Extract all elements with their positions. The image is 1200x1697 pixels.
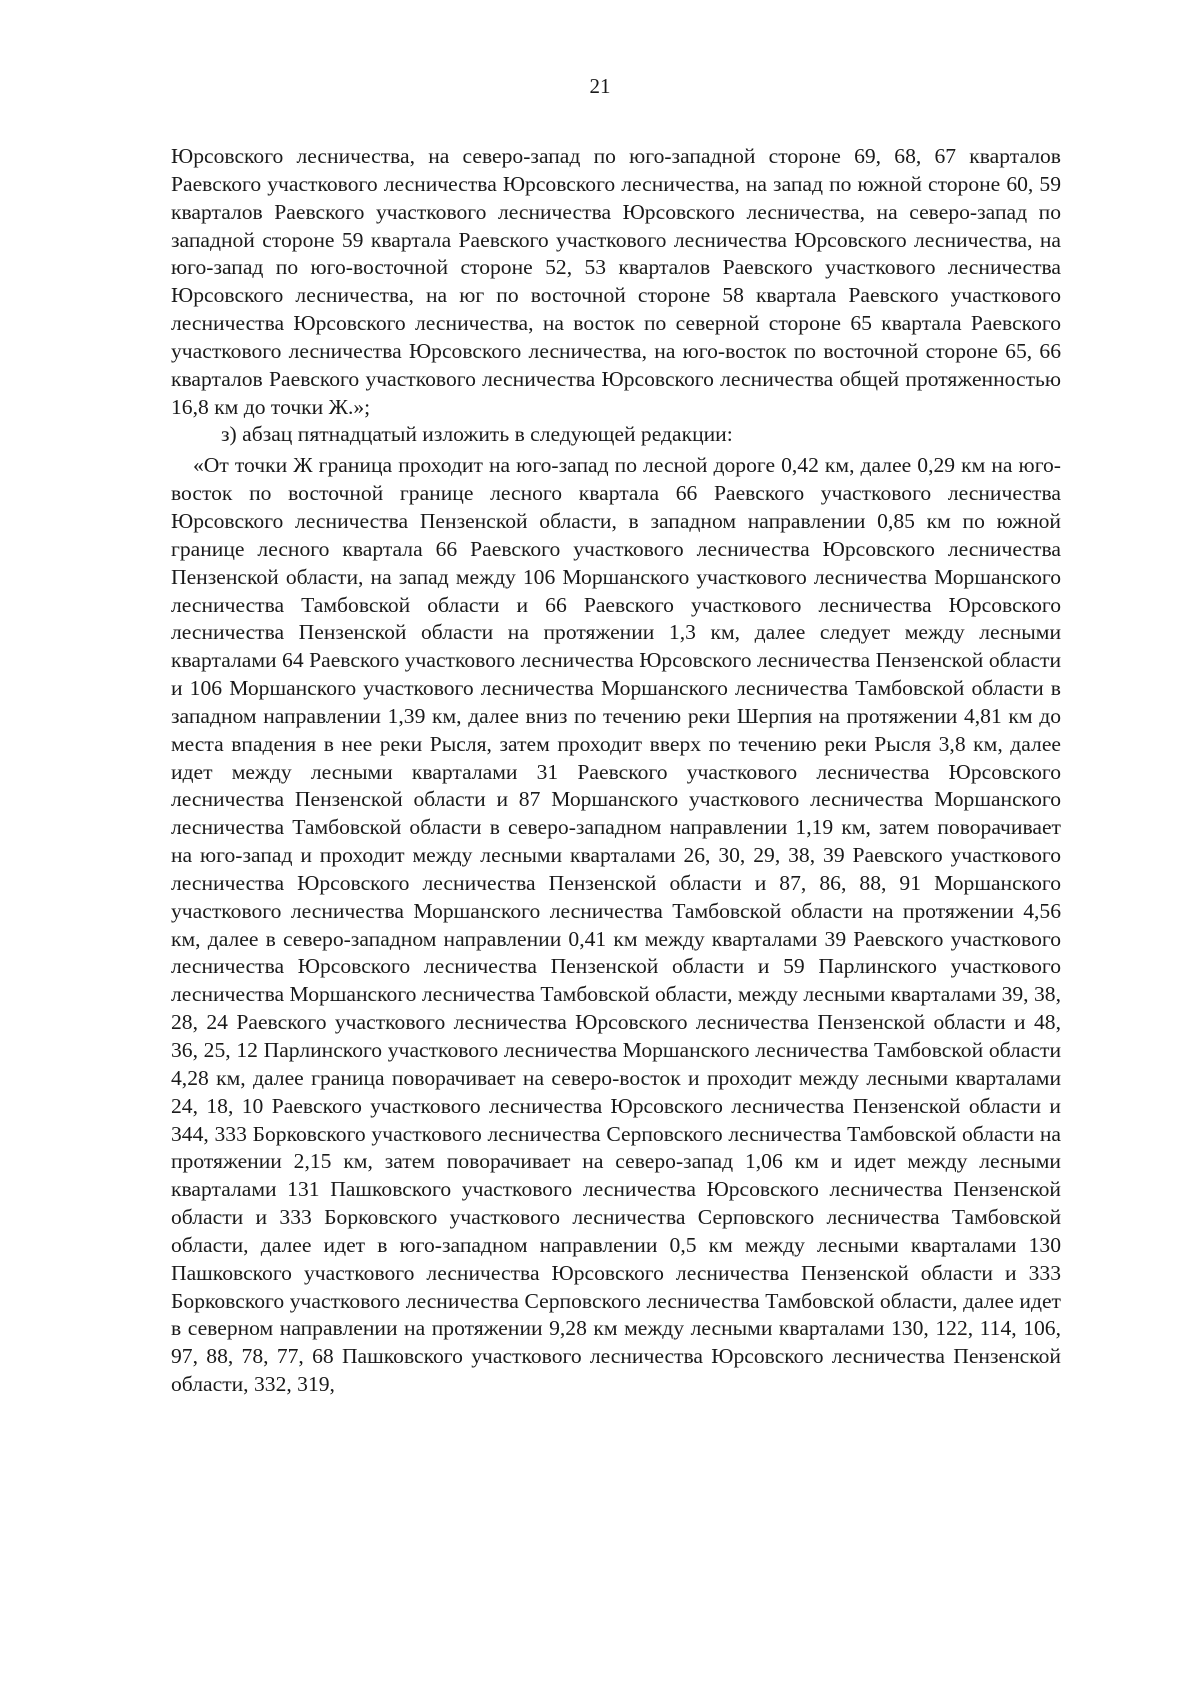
paragraph-amendment-instruction: з) абзац пятнадцатый изложить в следующей редакции: — [221, 422, 733, 447]
paragraph-new-text: «От точки Ж граница проходит на юго-запад по лесной дороге 0,42 км, далее 0,29 км на юго-восток по восточной границе лесного квартала 66 Раевского участкового лесничества Юрсовского лесничества Пензенской области, в западном направлении 0,85 км по южной границе лесного квартала 66 Раевского участкового лесничества Юрсовского лесничества Пензенской области, на запад между 106 Моршанского участкового лесничества Моршанского лесничества Тамбовской области и 66 Раевского участкового лесничества Юрсовского лесничества Пензенской области на протяжении 1,3 км, далее следует между лесными кварталами 64 Раевского участкового лесничества Юрсовского лесничества Пензенской области и 106 Моршанского участкового лесничества Моршанского лесничества Тамбовской области в западном направлении 1,39 км, далее вниз по течению реки Шерпия на протяжении 4,81 км до места впадения в нее реки Рысля, затем проходит вверх по течению реки Рысля 3,8 км, далее идет между лесными кварталами 31 Раевского участкового лесничества Юрсовского лесничества Пензенской области и 87 Моршанского участкового лесничества Моршанского лесничества Тамбовской области в северо-западном направлении 1,19 км, затем поворачивает на юго-запад и проходит между лесными кварталами 26, 30, 29, 38, 39 Раевского участкового лесничества Юрсовского лесничества Пензенской области и 87, 86, 88, 91 Моршанского участкового лесничества Моршанского лесничества Тамбовской области на протяжении 4,56 км, далее в северо-западном направлении 0,41 км между кварталами 39 Раевского участкового лесничества Юрсовского лесничества Пензенской области и 59 Парлинского участкового лесничества Моршанского лесничества Тамбовской области, между лесными кварталами 39, 38, 28, 24 Раевского участкового лесничества Юрсовского лесничества Пензенской области и 48, 36, 25, 12 Парлинского участкового лесничества Моршанского лесничества Тамбовской области 4,28 км, далее граница поворачивает на северо-восток и проходит между лесными кварталами 24, 18, 10 Раевского участкового лесничества Юрсовского лесничества Пензенской области и 344, 333 Борковского участкового лесничества Серповского лесничества Тамбовской области на протяжении 2,15 км, затем поворачивает на северо-запад 1,06 км и идет между лесными кварталами 131 Пашковского участкового лесничества Юрсовского лесничества Пензенской области и 333 Борковского участкового лесничества Серповского лесничества Тамбовской области, далее идет в юго-западном направлении 0,5 км между лесными кварталами 130 Пашковского участкового лесничества Юрсовского лесничества Пензенской области и 333 Борковского участкового лесничества Серповского лесничества Тамбовской области, далее идет в северном направлении на протяжении 9,28 км между лесными кварталами 130, 122, 114, 106, 97, 88, 78, 77, 68 Пашковского участкового лесничества Юрсовского лесничества Пензенской области, 332, 319, — [171, 453, 1061, 1397]
page-number: 21 — [589, 74, 611, 98]
document-body — [171, 143, 1061, 1399]
paragraph-continuation: Юрсовского лесничества, на северо-запад по юго-западной стороне 69, 68, 67 кварталов Раевского участкового лесничества Юрсовского лесничества, на запад по южной стороне 60, 59 кварталов Раевского участкового лесничества Юрсовского лесничества, на северо-запад по западной стороне 59 квартала Раевского участкового лесничества Юрсовского лесничества, на юго-запад по юго-восточной стороне 52, 53 кварталов Раевского участкового лесничества Юрсовского лесничества, на юг по восточной стороне 58 квартала Раевского участкового лесничества Юрсовского лесничества, на восток по северной стороне 65 квартала Раевского участкового лесничества Юрсовского лесничества, на юго-восток по восточной стороне 65, 66 кварталов Раевского участкового лесничества Юрсовского лесничества общей протяженностью 16,8 км до точки Ж.»; — [171, 144, 1061, 419]
